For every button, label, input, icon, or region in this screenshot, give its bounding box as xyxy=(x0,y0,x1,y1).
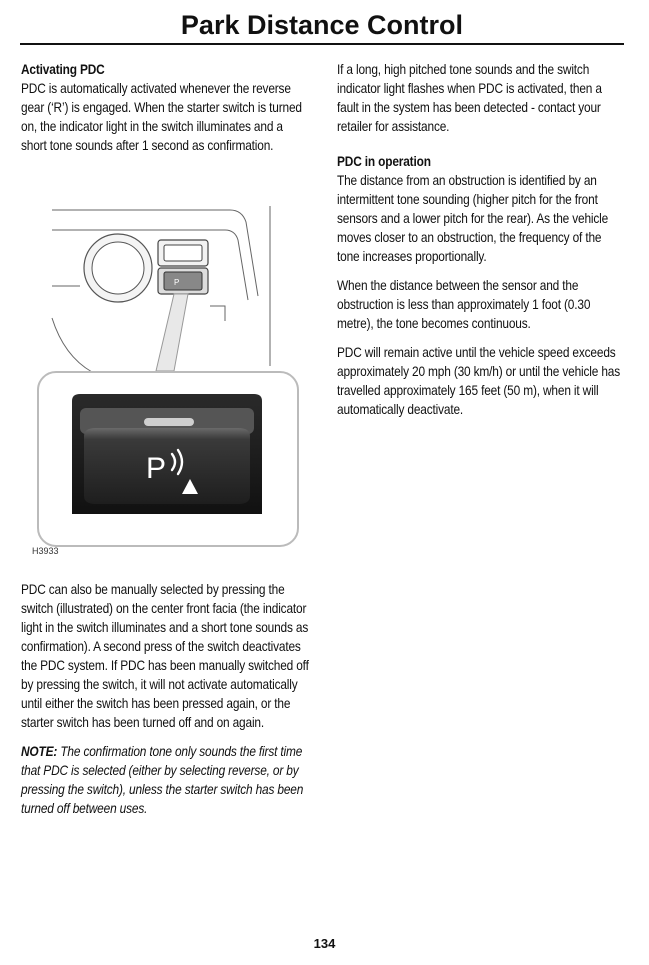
right-column xyxy=(337,60,626,429)
continuous-tone-body: When the distance between the sensor and the obstruction is less than approximately 1 foot (0.30 metre), the tone becomes continuous. xyxy=(337,277,591,331)
callout-pointer xyxy=(156,294,188,371)
pdc-switch-illustration xyxy=(20,196,320,566)
fault-body: If a long, high pitched tone sounds and the switch indicator light flashes when PDC is activated, then a fault in the system has been detected - contact your retailer for assistance. xyxy=(337,61,602,134)
title-rule xyxy=(20,43,624,45)
round-control-knob xyxy=(84,234,152,302)
pdc-switch-closeup xyxy=(72,394,262,514)
page-number: 134 xyxy=(313,936,336,951)
operation-body: The distance from an obstruction is identified by an intermittent tone sounding (higher pitch for the front sensors and a lower pitch for the rear). As the vehicle moves closer to an obstruction, the frequency of the tone increases proportionally. xyxy=(337,172,609,264)
remain-active-body: PDC will remain active until the vehicle speed exceeds approximately 20 mph (30 km/h) or until the vehicle has travelled approximately 165 feet (50 m), when it will automatically deactivate. xyxy=(337,344,621,417)
left-column-top xyxy=(21,60,310,165)
operation-heading: PDC in operation xyxy=(337,153,431,169)
manual-activation-body: PDC can also be manually selected by pressing the switch (illustrated) on the center front facia (the indicator light in the switch illuminates and a short tone sounds as confirmation). A second press of the switch deactivates the PDC system. If PDC has been manually switched off by pressing the switch, it will not activate automatically until either the switch has been pressed again, or the starter switch has been turned off and on again. xyxy=(21,581,309,730)
page-title: Park Distance Control xyxy=(180,10,463,40)
pdc-switch-symbol: P xyxy=(146,452,167,485)
figure-label: H3933 xyxy=(32,546,59,556)
note-paragraph xyxy=(21,742,310,818)
note-body: The confirmation tone only sounds the first time that PDC is selected (either by selecting reverse, or by pressing the switch), unless the starter switch has been turned off between uses. xyxy=(21,743,304,816)
small-switch-symbol: P xyxy=(174,278,180,287)
left-column-bottom xyxy=(21,580,310,828)
activating-body: PDC is automatically activated whenever the reverse gear (‘R’) is engaged. When the starter switch is turned on, the indicator light in the switch illuminates and a short tone sounds after 1 second as confirmation. xyxy=(21,80,302,153)
activating-heading: Activating PDC xyxy=(21,61,105,77)
small-switch-pair xyxy=(158,240,208,294)
note-label: NOTE: xyxy=(21,743,58,759)
